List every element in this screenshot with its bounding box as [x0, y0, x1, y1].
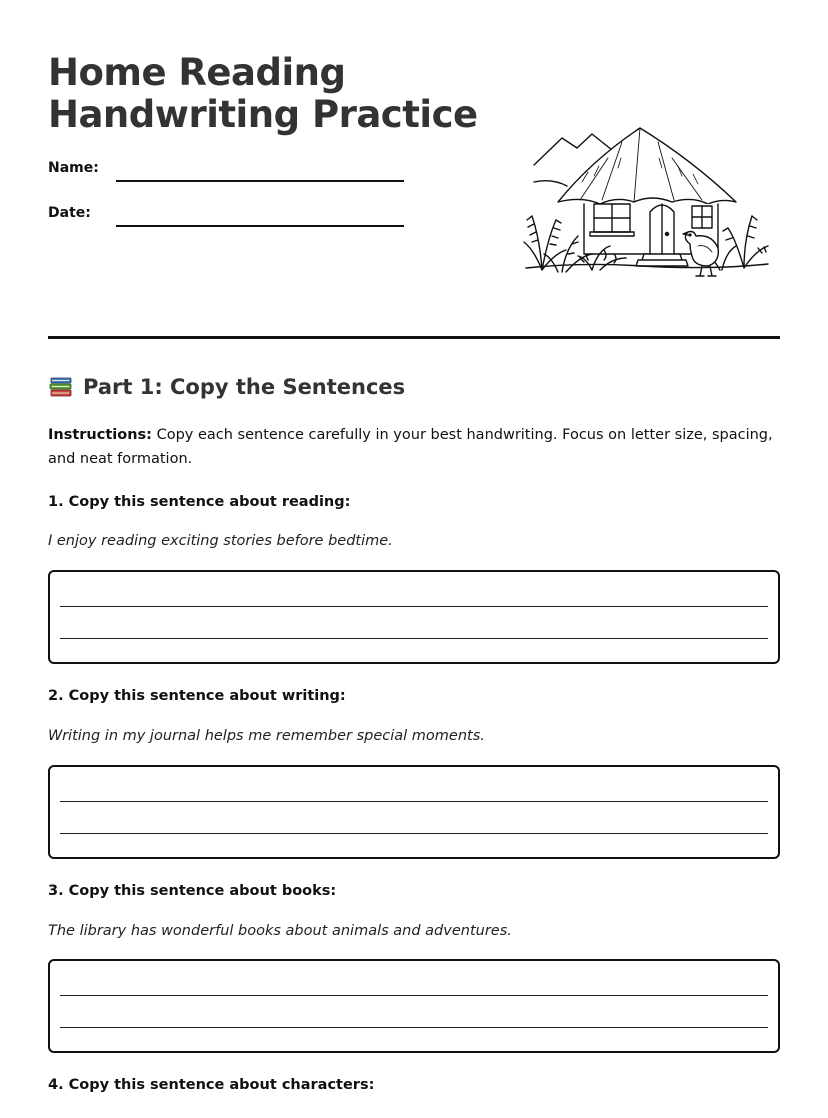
- writing-line: [60, 995, 768, 996]
- writing-line: [60, 606, 768, 607]
- section-title: [48, 374, 405, 400]
- exercise-2-sentence: Writing in my journal helps me remember special moments.: [48, 728, 485, 744]
- writing-line: [60, 801, 768, 802]
- cottage-illustration: [522, 120, 772, 290]
- exercise-2-prompt: 2. Copy this sentence about writing:: [48, 688, 346, 704]
- page-title: [48, 52, 478, 136]
- exercise-4-prompt: 4. Copy this sentence about characters:: [48, 1077, 375, 1093]
- books-icon: [48, 374, 74, 400]
- name-write-line: [116, 180, 404, 182]
- exercise-1-prompt: 1. Copy this sentence about reading:: [48, 494, 351, 510]
- exercise-3-sentence: The library has wonderful books about animals and adventures.: [48, 923, 512, 939]
- exercise-3-prompt: 3. Copy this sentence about books:: [48, 883, 337, 899]
- instructions: [48, 423, 780, 471]
- writing-line: [60, 638, 768, 639]
- writing-line: [60, 833, 768, 834]
- exercise-2-writing-box[interactable]: [48, 765, 780, 859]
- writing-line: [60, 1027, 768, 1028]
- title-line-1: Home Reading: [48, 51, 346, 94]
- exercise-1-writing-box[interactable]: [48, 570, 780, 664]
- name-field: [48, 160, 408, 190]
- date-write-line: [116, 225, 404, 227]
- header-divider: [48, 336, 780, 339]
- exercise-3-writing-box[interactable]: [48, 959, 780, 1053]
- exercise-1-sentence: I enjoy reading exciting stories before bedtime.: [48, 533, 393, 549]
- title-line-2: Handwriting Practice: [48, 93, 478, 136]
- date-field: [48, 205, 408, 235]
- name-label: Name:: [48, 160, 99, 176]
- instructions-label: Instructions:: [48, 427, 152, 443]
- date-label: Date:: [48, 205, 91, 221]
- section-title-text: Part 1: Copy the Sentences: [83, 375, 406, 399]
- instructions-text: Copy each sentence carefully in your best handwriting. Focus on letter size, spacing, and neat formation.: [48, 427, 773, 467]
